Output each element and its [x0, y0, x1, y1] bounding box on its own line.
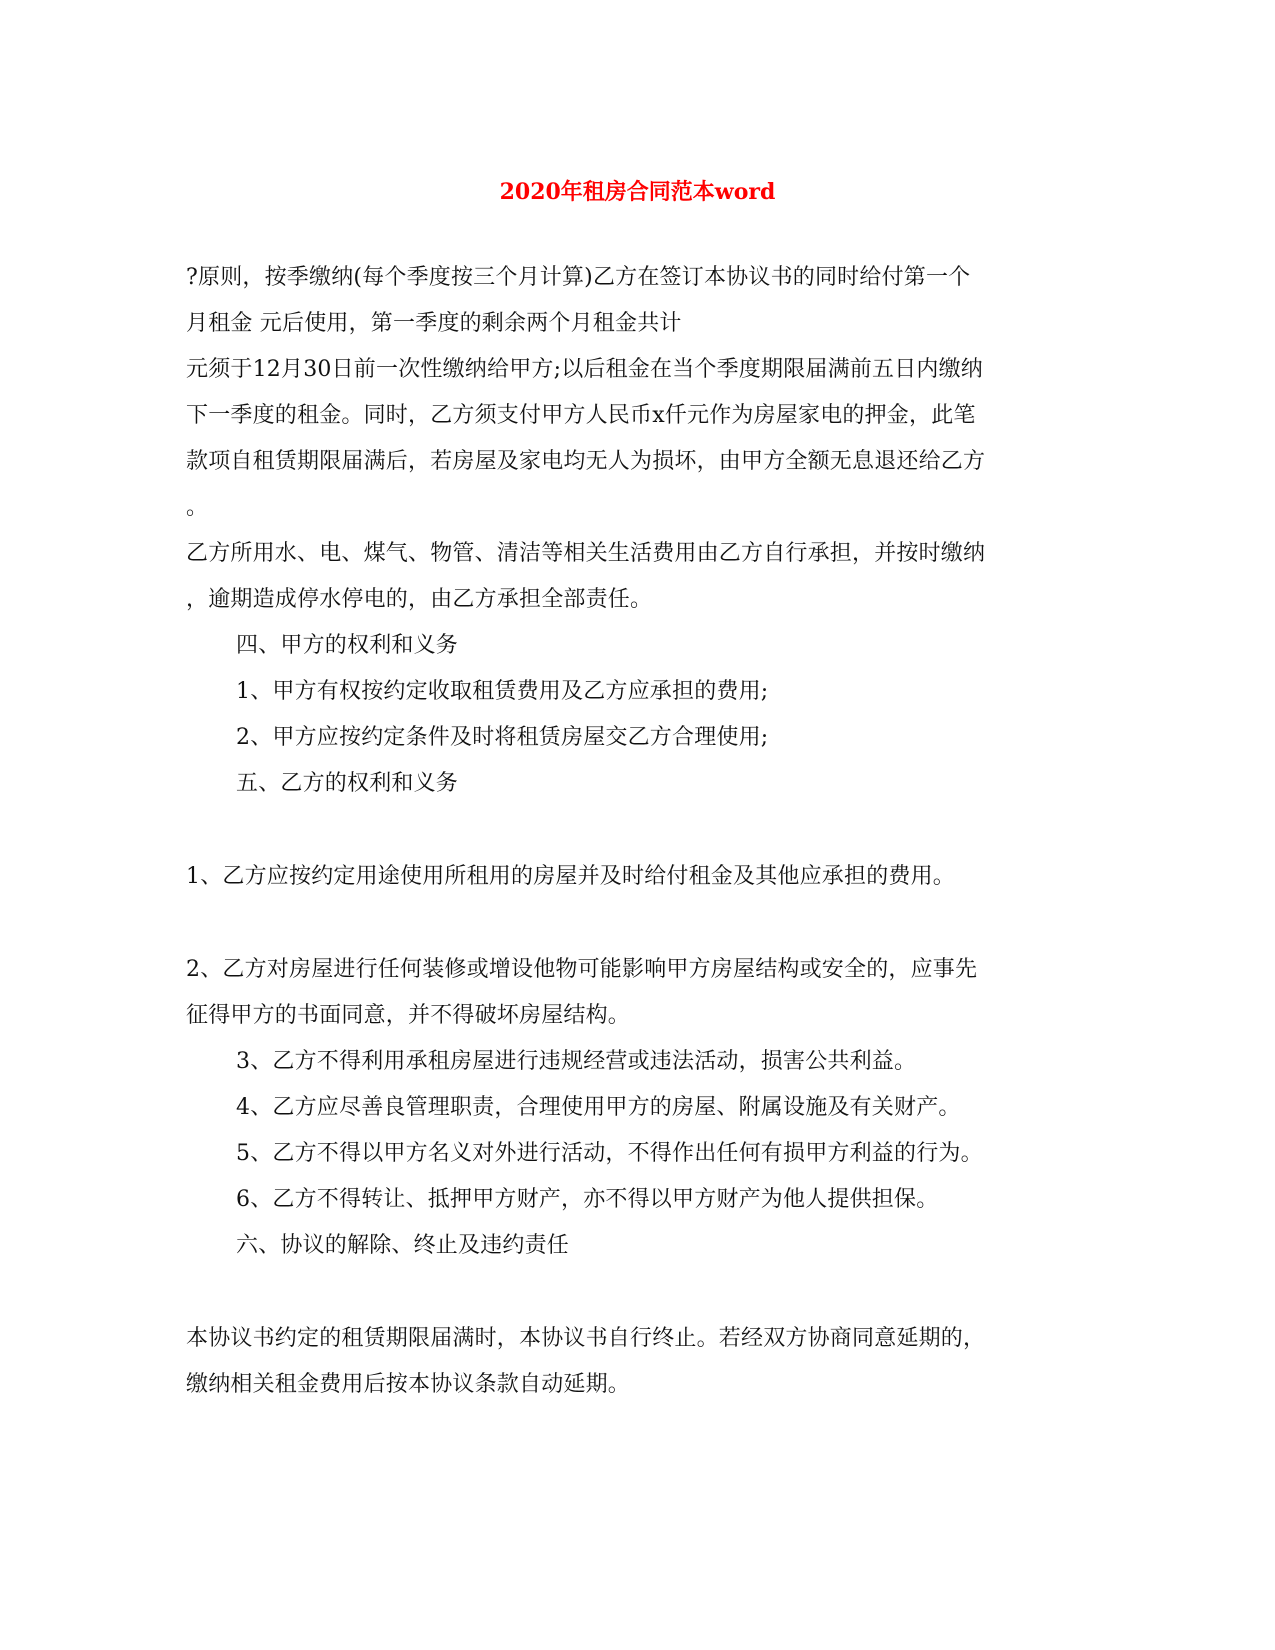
- text-line-1: ?原则，按季缴纳(每个季度按三个月计算)乙方在签订本协议书的同时给付第一个: [186, 265, 971, 290]
- text-line-3: 元须于12月30日前一次性缴纳给甲方;以后租金在当个季度期限届满前五日内缴纳: [186, 357, 984, 382]
- clause-5-4: 4、乙方应尽善良管理职责，合理使用甲方的房屋、附属设施及有关财产。: [236, 1095, 961, 1120]
- clause-5-5: 5、乙方不得以甲方名义对外进行活动，不得作出任何有损甲方利益的行为。: [236, 1141, 983, 1166]
- clause-4-1: 1、甲方有权按约定收取租赁费用及乙方应承担的费用;: [236, 679, 769, 704]
- clause-5-3: 3、乙方不得利用承租房屋进行违规经营或违法活动，损害公共利益。: [236, 1049, 917, 1074]
- clause-5-2-line-2: 征得甲方的书面同意，并不得破坏房屋结构。: [186, 1003, 631, 1028]
- clause-5-1: 1、乙方应按约定用途使用所租用的房屋并及时给付租金及其他应承担的费用。: [186, 864, 955, 889]
- text-line-5: 款项自租赁期限届满后，若房屋及家电均无人为损坏，由甲方全额无息退还给乙方: [186, 449, 986, 474]
- clause-5-2-line-1: 2、乙方对房屋进行任何装修或增设他物可能影响甲方房屋结构或安全的，应事先: [186, 957, 978, 982]
- text-line-8: ，逾期造成停水停电的，由乙方承担全部责任。: [186, 587, 653, 612]
- clause-6-line-2: 缴纳相关租金费用后按本协议条款自动延期。: [186, 1372, 631, 1397]
- section-heading-5: 五、乙方的权利和义务: [236, 771, 459, 796]
- document-title: 2020年租房合同范本word: [499, 179, 776, 205]
- text-line-2: 月租金 元后使用，第一季度的剩余两个月租金共计: [186, 311, 682, 336]
- section-heading-4: 四、甲方的权利和义务: [236, 633, 459, 658]
- clause-5-6: 6、乙方不得转让、抵押甲方财产，亦不得以甲方财产为他人提供担保。: [236, 1187, 939, 1212]
- text-line-4: 下一季度的租金。同时，乙方须支付甲方人民币x仟元作为房屋家电的押金，此笔: [186, 403, 976, 428]
- clause-4-2: 2、甲方应按约定条件及时将租赁房屋交乙方合理使用;: [236, 725, 769, 750]
- text-line-7: 乙方所用水、电、煤气、物管、清洁等相关生活费用由乙方自行承担，并按时缴纳: [186, 541, 986, 566]
- section-heading-6: 六、协议的解除、终止及违约责任: [236, 1233, 570, 1258]
- text-line-6: 。: [186, 495, 209, 520]
- clause-6-line-1: 本协议书约定的租赁期限届满时，本协议书自行终止。若经双方协商同意延期的，: [186, 1326, 986, 1351]
